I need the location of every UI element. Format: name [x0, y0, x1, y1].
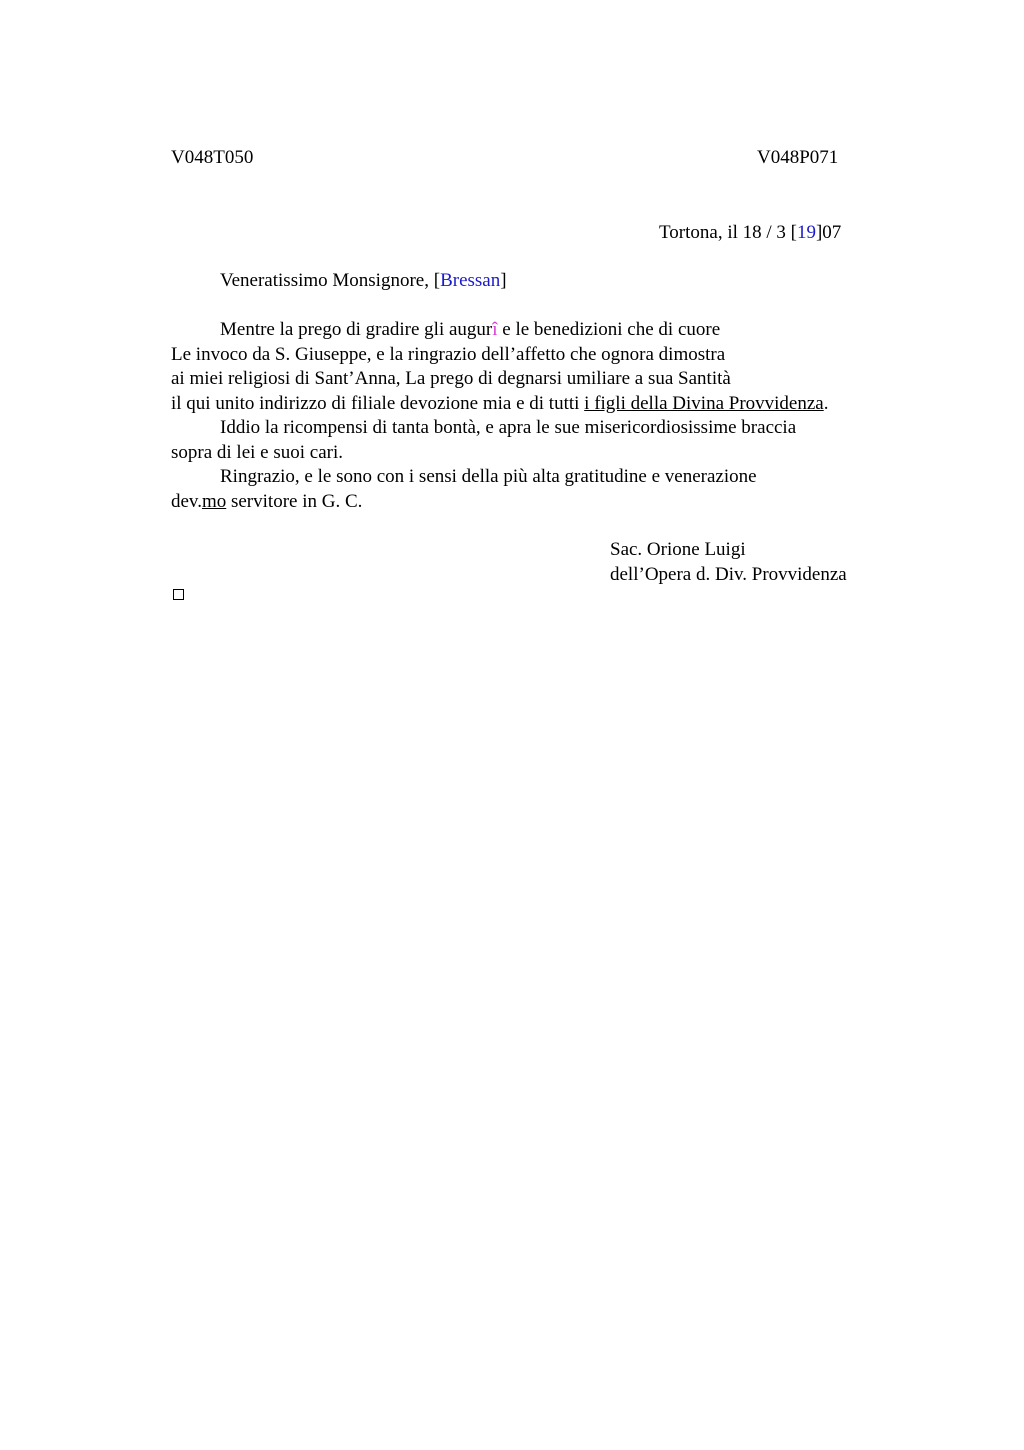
body-line-2: Le invoco da S. Giuseppe, e la ringrazio dell’affetto che ognora dimostra — [171, 344, 726, 365]
body-line-8 — [171, 490, 362, 514]
checkbox-icon — [173, 589, 184, 600]
body-text: il qui unito indirizzo di filiale devozione mia e di tutti — [171, 393, 585, 414]
salutation-text: Veneratissimo Monsignore, [ — [220, 270, 441, 291]
body-line-3: ai miei religiosi di Sant’Anna, La prego di degnarsi umiliare a sua Santità — [171, 368, 731, 389]
editorial-mark: î — [492, 319, 498, 340]
recipient-name: Bressan — [440, 270, 501, 291]
salutation — [220, 269, 507, 293]
date-text: Tortona, il 18 / 3 [ — [659, 222, 797, 243]
body-text: dev. — [171, 491, 202, 512]
body-text: e le benedizioni che di cuore — [497, 319, 721, 340]
body-line-6: sopra di lei e suoi cari. — [171, 442, 344, 463]
date-line — [659, 221, 841, 245]
date-year-insert: 19 — [796, 222, 816, 243]
body-text: servitore in G. C. — [226, 491, 363, 512]
body-line-4 — [171, 392, 828, 416]
date-text-end: ]07 — [815, 222, 842, 243]
body-line-1 — [220, 318, 720, 342]
body-line-5: Iddio la ricompensi di tanta bontà, e apra le sue misericordiosissime braccia — [220, 417, 797, 438]
underlined-phrase: i figli della Divina Provvidenza — [584, 393, 824, 414]
document-code-right: V048P071 — [757, 147, 839, 168]
signature-name: Sac. Orione Luigi — [610, 539, 746, 560]
salutation-close: ] — [500, 270, 507, 291]
document-code-left: V048T050 — [171, 147, 254, 168]
body-line-7: Ringrazio, e le sono con i sensi della più alta gratitudine e venerazione — [220, 466, 757, 487]
underlined-abbrev: mo — [201, 491, 227, 512]
body-text: Mentre la prego di gradire gli augur — [220, 319, 493, 340]
signature-title: dell’Opera d. Div. Provvidenza — [610, 564, 847, 585]
body-text: . — [823, 393, 829, 414]
